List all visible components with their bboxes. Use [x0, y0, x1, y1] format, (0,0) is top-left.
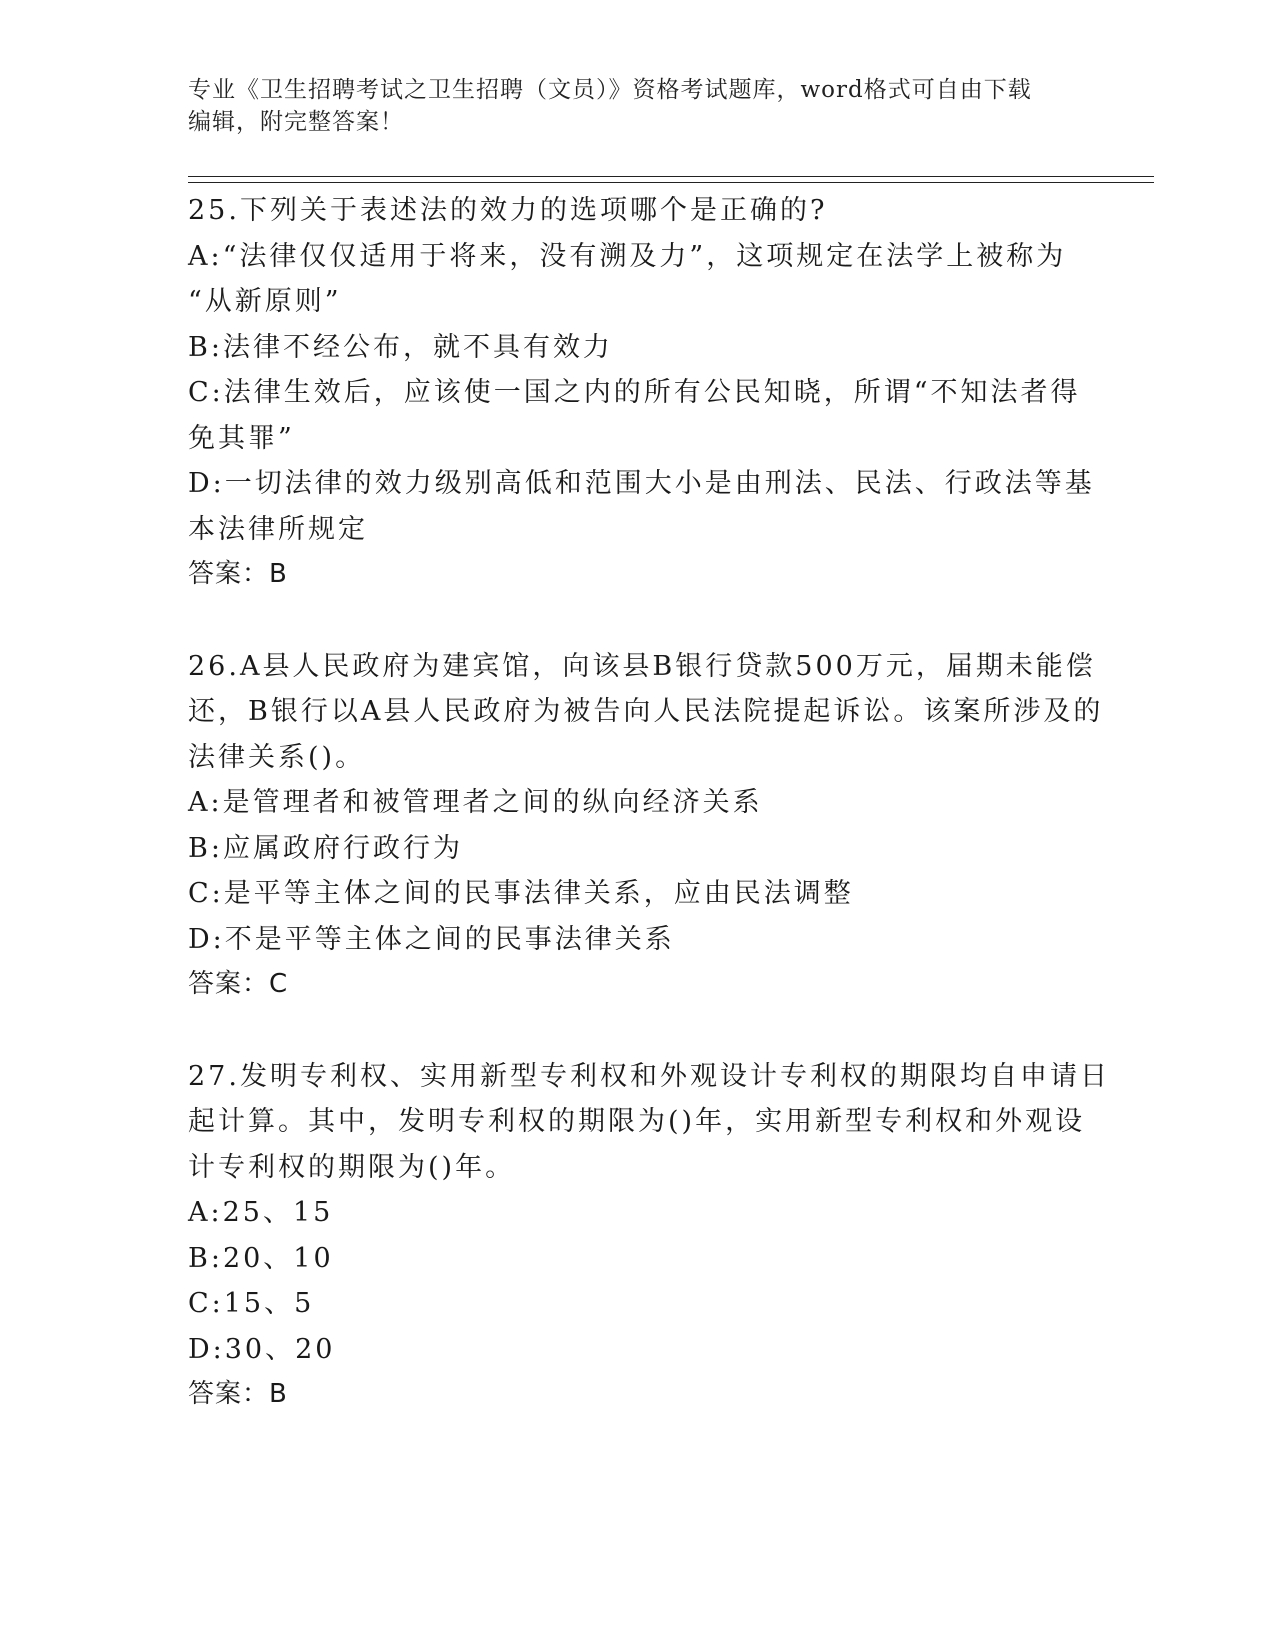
option-line: B:应属政府行政行为	[188, 832, 463, 864]
question-stem: 法律关系()。	[188, 741, 366, 773]
option-line: C:15、5	[188, 1288, 315, 1319]
answer-line: 答案：C	[188, 969, 289, 999]
question-block	[188, 188, 1095, 598]
header-divider	[188, 176, 1154, 177]
option-line: C:法律生效后，应该使一国之内的所有公民知晓，所谓“不知法者得	[188, 377, 1081, 408]
question-stem: 25.下列关于表述法的效力的选项哪个是正确的?	[188, 195, 828, 226]
question-stem: 计专利权的期限为()年。	[188, 1151, 516, 1183]
question-list	[188, 188, 1110, 1418]
option-line: A:“法律仅仅适用于将来，没有溯及力”，这项规定在法学上被称为	[188, 240, 1067, 272]
option-line: A:25、15	[188, 1197, 334, 1228]
question-spacer	[188, 598, 1088, 644]
question-block	[188, 1054, 1110, 1418]
question-stem: 27.发明专利权、实用新型专利权和外观设计专利权的期限均自申请日	[188, 1060, 1110, 1092]
option-line: “从新原则”	[188, 286, 342, 317]
question-spacer	[188, 1008, 1088, 1054]
question-stem: 起计算。其中，发明专利权的期限为()年，实用新型专利权和外观设	[188, 1106, 1086, 1137]
option-line: A:是管理者和被管理者之间的纵向经济关系	[188, 787, 763, 818]
document-header	[188, 74, 1078, 138]
question-stem: 26.A县人民政府为建宾馆，向该县B银行贷款500万元，届期未能偿	[188, 650, 1096, 682]
answer-line: 答案：B	[188, 1379, 288, 1409]
answer-line: 答案：B	[188, 559, 288, 589]
question-block	[188, 644, 1104, 1008]
option-line: B:20、10	[188, 1242, 334, 1274]
option-line: D:不是平等主体之间的民事法律关系	[188, 923, 675, 955]
option-line: D:一切法律的效力级别高低和范围大小是由刑法、民法、行政法等基	[188, 468, 1095, 499]
option-line: 免其罪”	[188, 422, 295, 454]
header-line: 专业《卫生招聘考试之卫生招聘（文员）》资格考试题库，word格式可自由下载	[188, 77, 1032, 103]
header-divider	[188, 182, 1154, 183]
option-line: B:法律不经公布，就不具有效力	[188, 331, 613, 363]
option-line: 本法律所规定	[188, 513, 368, 545]
option-line: D:30、20	[188, 1333, 336, 1365]
question-stem: 还，B银行以A县人民政府为被告向人民法院提起诉讼。该案所涉及的	[188, 696, 1104, 727]
option-line: C:是平等主体之间的民事法律关系，应由民法调整	[188, 878, 854, 909]
header-line: 编辑，附完整答案！	[188, 109, 404, 135]
